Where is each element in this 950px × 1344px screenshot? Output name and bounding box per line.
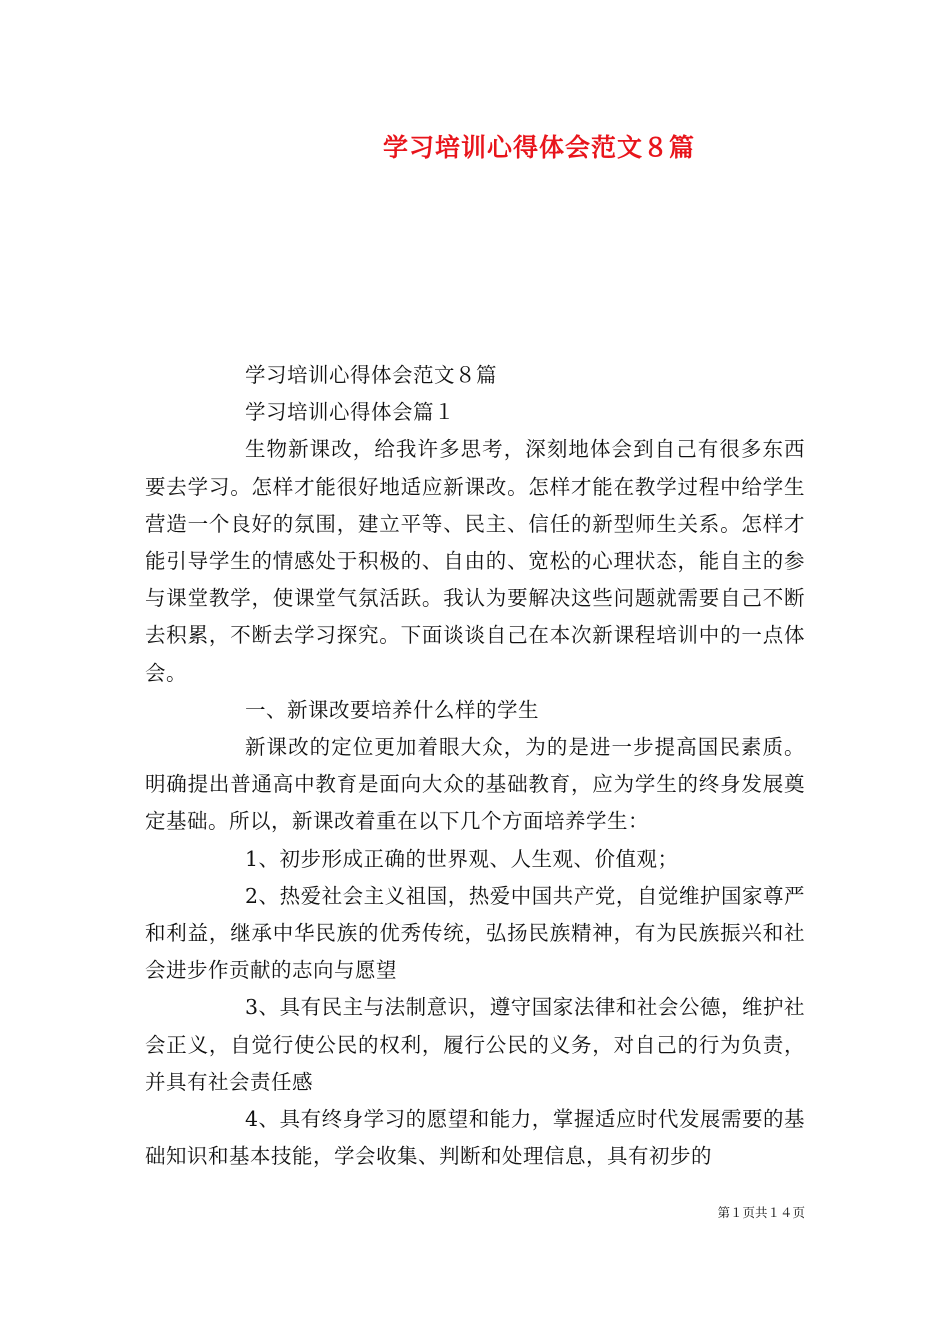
paragraph-new-curriculum: 新课改的定位更加着眼大众，为的是进一步提高国民素质。明确提出普通高中教育是面向大众的基础教育，应为学生的终身发展奠定基础。所以，新课改着重在以下几个方面培养学生：: [145, 735, 805, 834]
list-item-4: 4、具有终身学习的愿望和能力，掌握适应时代发展需要的基础知识和基本技能，学会收集、判断和处理信息，具有初步的: [145, 1107, 805, 1169]
document-body: [145, 357, 805, 1175]
list-item-3: 3、具有民主与法制意识，遵守国家法律和社会公德，维护社会正义，自觉行使公民的权利，履行公民的义务，对自己的行为负责，并具有社会责任感: [145, 995, 805, 1094]
list-item-1: 1、初步形成正确的世界观、人生观、价值观；: [245, 846, 679, 871]
document-title: 学习培训心得体会范文８篇: [382, 133, 695, 162]
paragraph-intro: 生物新课改，给我许多思考，深刻地体会到自己有很多东西要去学习。怎样才能很好地适应新课改。怎样才能在教学过程中给学生营造一个良好的氛围，建立平等、民主、信任的新型师生关系。怎样才能引导学生的情感处于积极的、自由的、宽松的心理状态，能自主的参与课堂教学，使课堂气氛活跃。我认为要解决这些问题就需要自己不断去积累，不断去学习探究。下面谈谈自己在本次新课程培训中的一点体会。: [145, 437, 805, 685]
paragraph-doc-heading: 学习培训心得体会范文８篇: [245, 363, 497, 387]
list-item-2: 2、热爱社会主义祖国，热爱中国共产党，自觉维护国家尊严和利益，继承中华民族的优秀传统，弘扬民族精神，有为民族振兴和社会进步作贡献的志向与愿望: [145, 883, 805, 983]
paragraph-section-heading: 学习培训心得体会篇１: [245, 400, 455, 425]
page-number: 第１页共１４页: [717, 1205, 805, 1220]
paragraph-subheading: 一、新课改要培养什么样的学生: [245, 697, 539, 722]
